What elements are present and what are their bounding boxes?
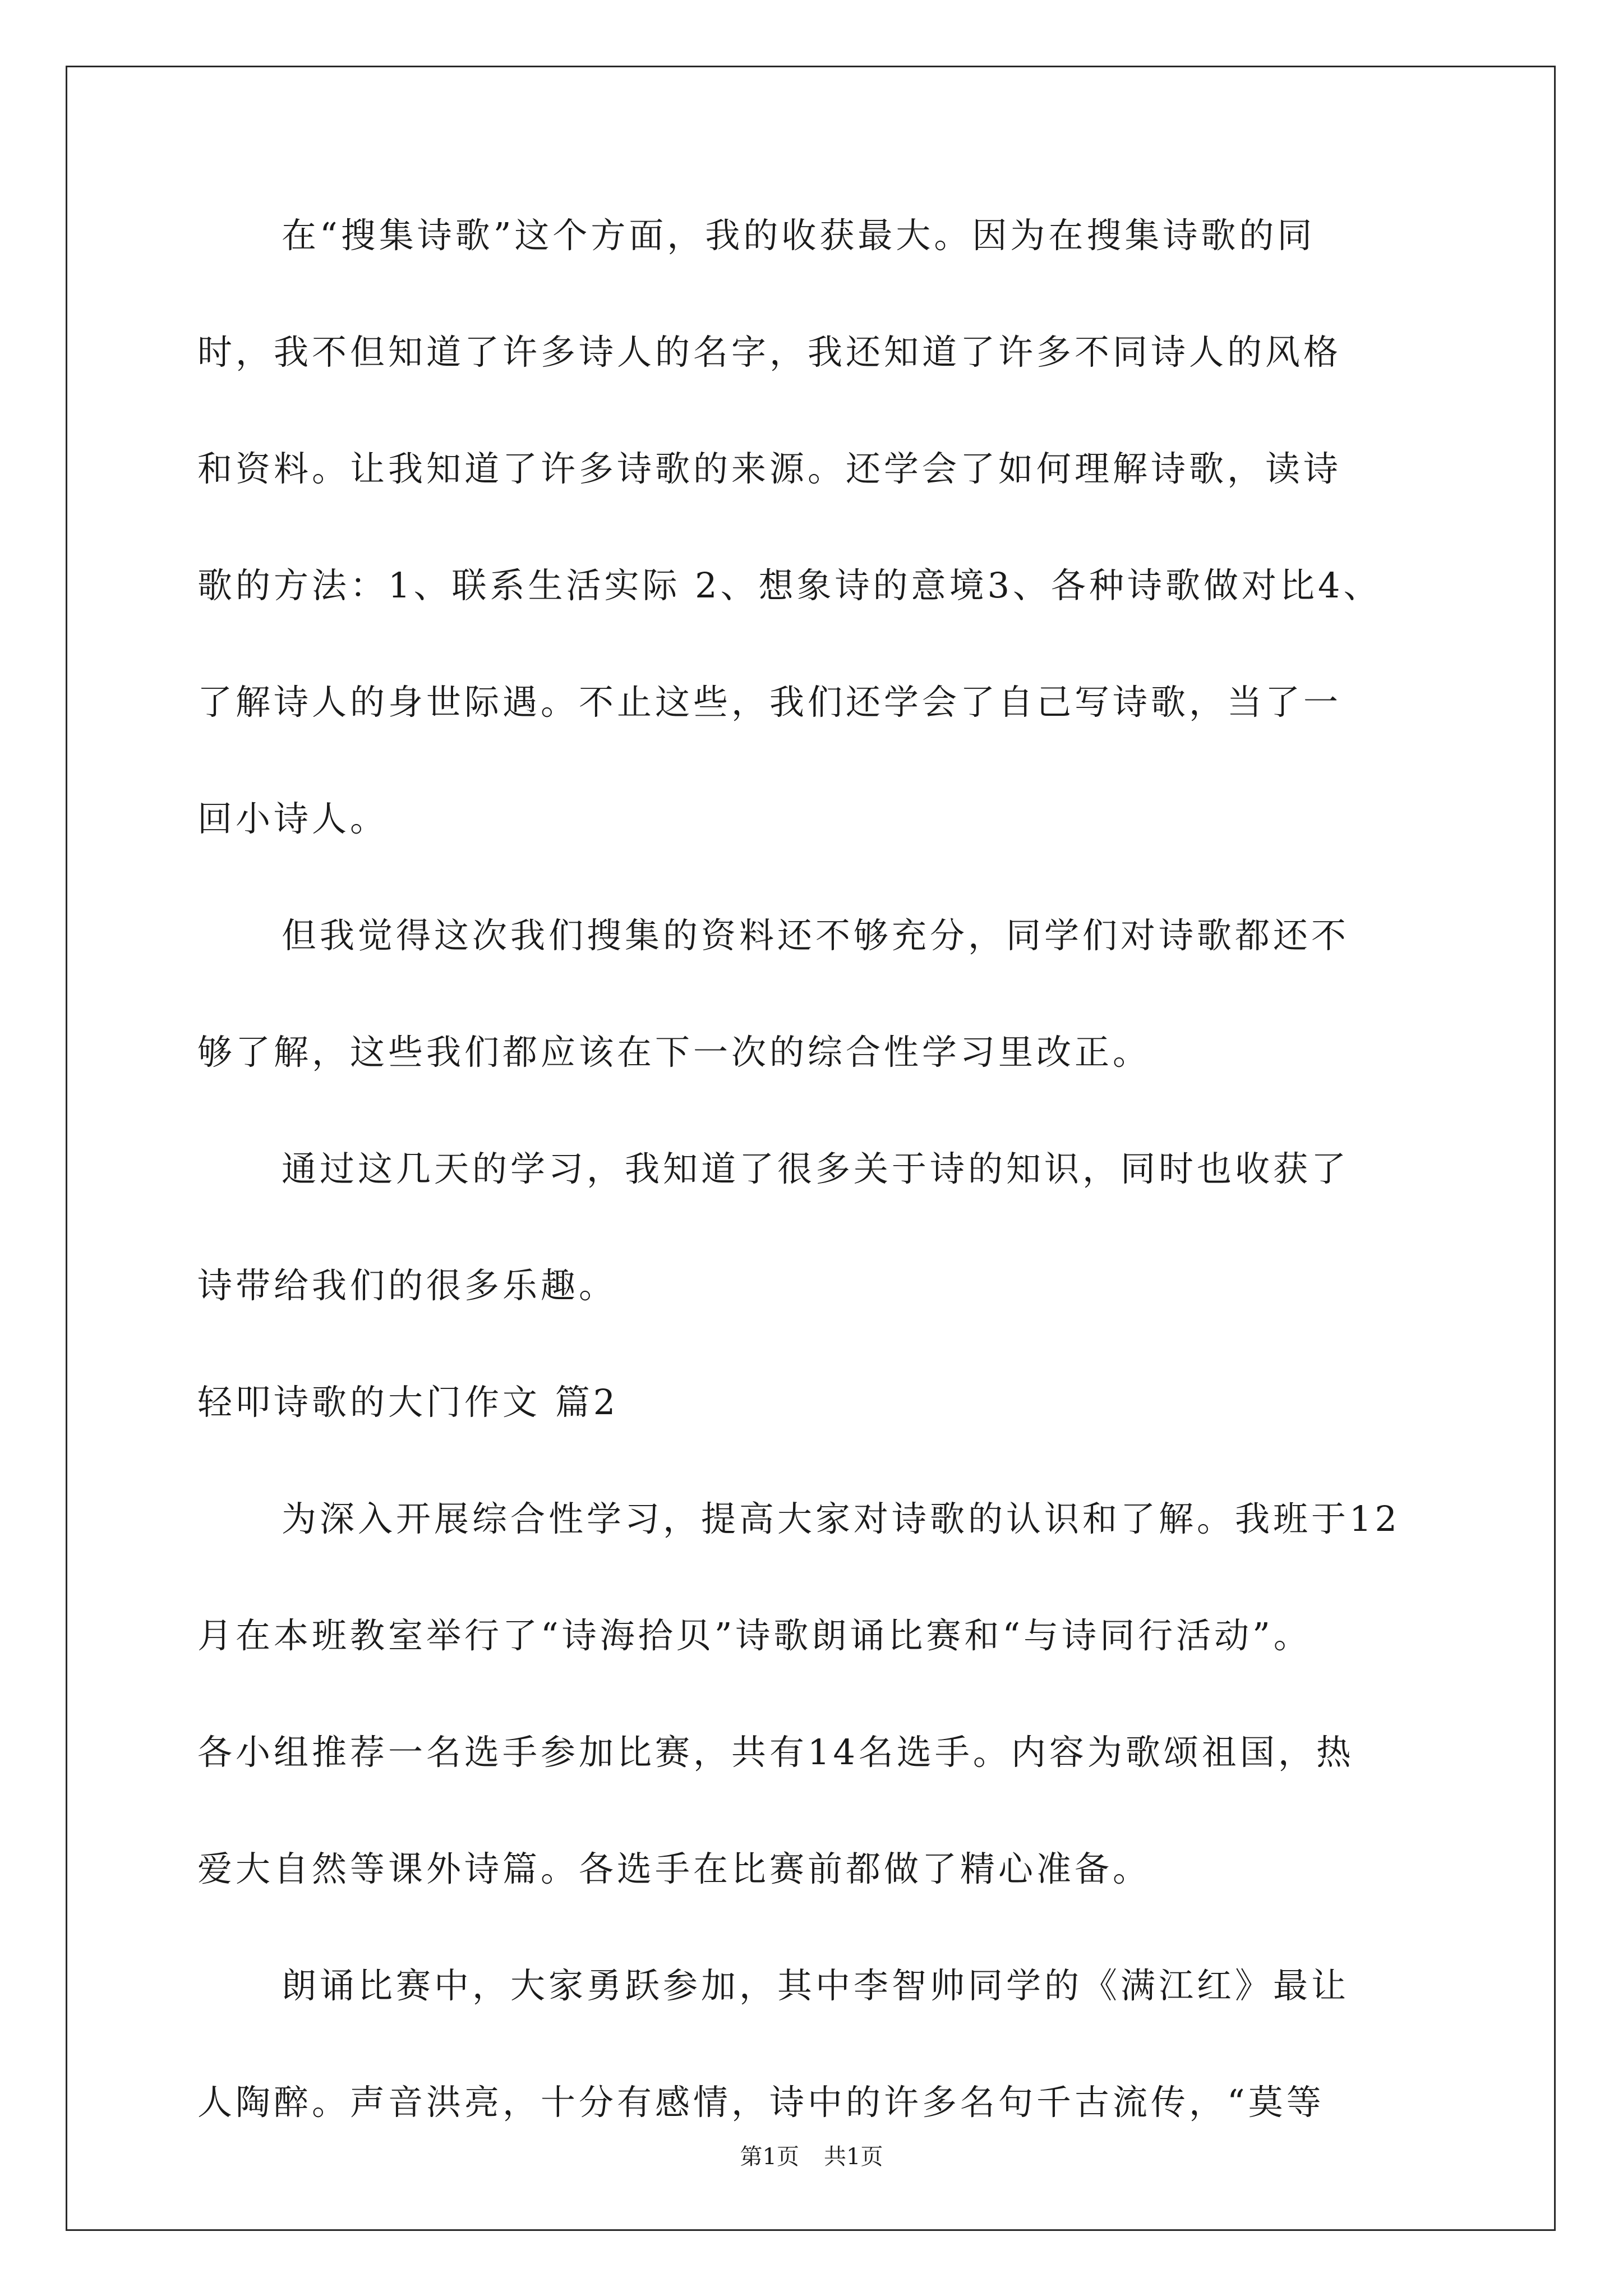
- document-body: [197, 213, 1431, 2197]
- paragraph-line: 人陶醉。声音洪亮，十分有感情，诗中的许多名句千古流传，“莫等: [197, 2082, 1325, 2123]
- paragraph-line: 歌的方法：1、联系生活实际 2、想象诗的意境3、各种诗歌做对比4、: [197, 565, 1382, 606]
- paragraph-line: 在“搜集诗歌”这个方面，我的收获最大。因为在搜集诗歌的同: [282, 215, 1316, 256]
- paragraph-line: 但我觉得这次我们搜集的资料还不够充分，同学们对诗歌都还不: [282, 915, 1350, 956]
- paragraph-line: 朗诵比赛中，大家勇跃参加，其中李智帅同学的《满江红》最让: [282, 1965, 1350, 2006]
- paragraph-line: 各小组推荐一名选手参加比赛，共有14名选手。内容为歌颂祖国，热: [197, 1732, 1354, 1773]
- page-number: 第1页: [740, 2144, 799, 2170]
- section-heading: 轻叩诗歌的大门作文 篇2: [197, 1382, 619, 1423]
- paragraph-line: 够了解，这些我们都应该在下一次的综合性学习里改正。: [197, 1032, 1151, 1073]
- paragraph-line: 爱大自然等课外诗篇。各选手在比赛前都做了精心准备。: [197, 1848, 1151, 1889]
- paragraph-line: 时，我不但知道了许多诗人的名字，我还知道了许多不同诗人的风格: [197, 332, 1342, 372]
- paragraph-line: 回小诗人。: [197, 798, 389, 839]
- paragraph-line: 和资料。让我知道了许多诗歌的来源。还学会了如何理解诗歌，读诗: [197, 448, 1342, 489]
- page-footer: [0, 2143, 1623, 2171]
- paragraph-line: 为深入开展综合性学习，提高大家对诗歌的认识和了解。我班于12: [282, 1498, 1400, 1539]
- paragraph-line: 了解诗人的身世际遇。不止这些，我们还学会了自己写诗歌，当了一: [197, 682, 1342, 723]
- paragraph-line: 诗带给我们的很多乐趣。: [197, 1265, 617, 1306]
- page-total: 共1页: [824, 2144, 883, 2170]
- paragraph-line: 通过这几天的学习，我知道了很多关于诗的知识，同时也收获了: [282, 1148, 1350, 1189]
- paragraph-line: 月在本班教室举行了“诗海拾贝”诗歌朗诵比赛和“与诗同行活动”。: [197, 1615, 1312, 1656]
